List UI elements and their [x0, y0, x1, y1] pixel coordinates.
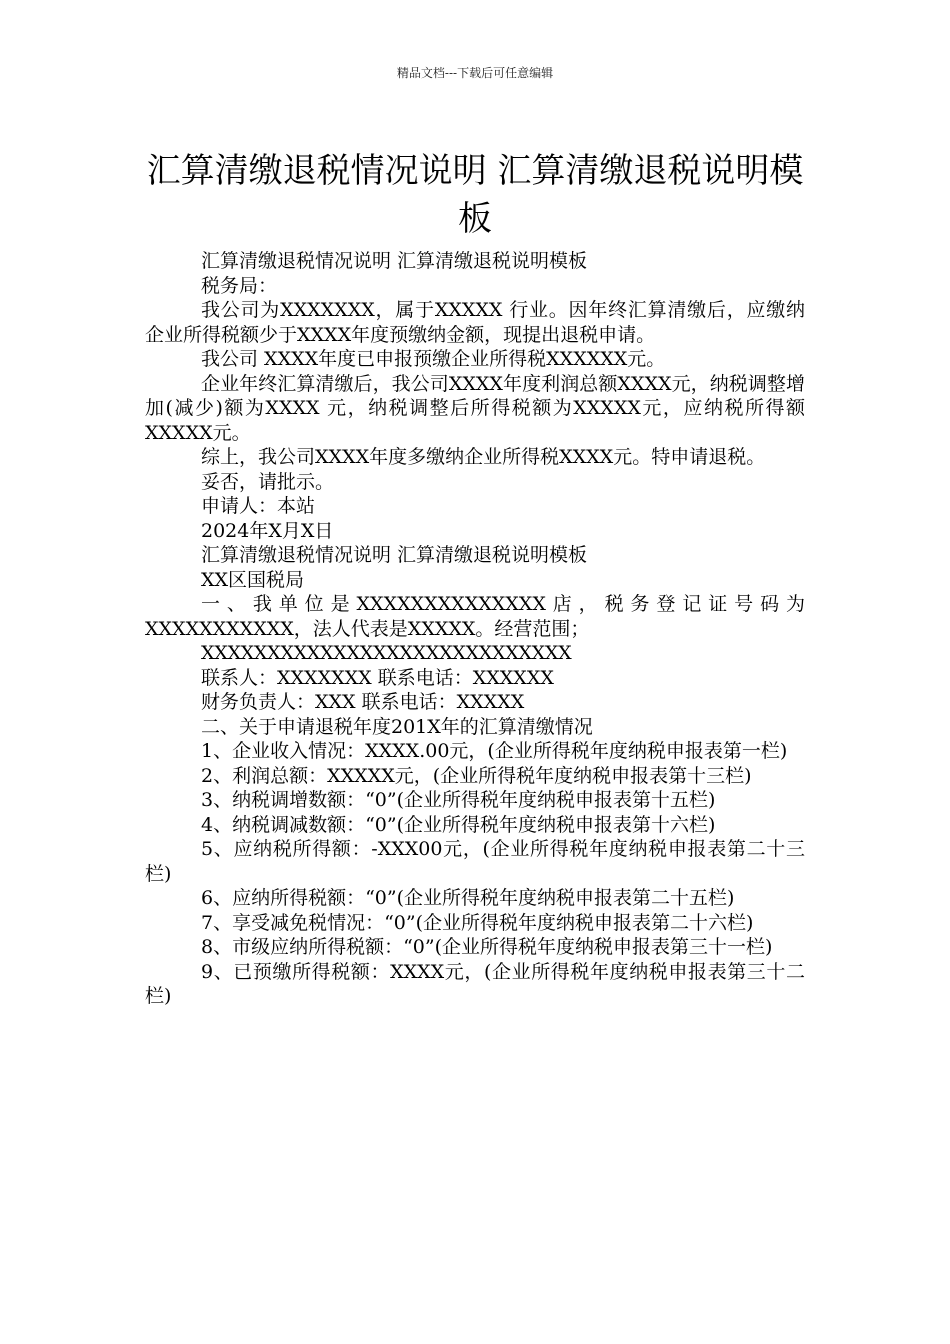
- paragraph: 妥否，请批示。: [201, 470, 335, 493]
- paragraph: 申请人：本站: [201, 495, 316, 517]
- paragraph: 8、市级应纳所得税额：“0”(企业所得税年度纳税申报表第三十一栏): [201, 936, 773, 958]
- paragraph: 我公司为XXXXXXX，属于XXXXX 行业。因年终汇算清缴后，应缴纳企业所得税额少于XXXX年度预缴纳金额，现提出退税申请。: [145, 299, 805, 346]
- document-title: 汇算清缴退税情况说明 汇算清缴退税说明模板: [146, 150, 804, 239]
- document-body: [145, 249, 805, 1009]
- paragraph: 2024年X月X日: [201, 519, 334, 542]
- paragraph: 汇算清缴退税情况说明 汇算清缴退税说明模板: [201, 544, 588, 566]
- paragraph: 联系人：XXXXXXX 联系电话：XXXXXX: [201, 666, 554, 689]
- paragraph: 财务负责人：XXX 联系电话：XXXXX: [201, 691, 525, 713]
- paragraph: 6、应纳所得税额：“0”(企业所得税年度纳税申报表第二十五栏): [201, 887, 735, 909]
- paragraph: 1、企业收入情况：XXXX.00元，(企业所得税年度纳税申报表第一栏): [201, 740, 788, 762]
- paragraph: XX区国税局: [201, 568, 305, 591]
- paragraph: 税务局：: [201, 274, 278, 297]
- paragraph: XXXXXXXXXXXXXXXXXXXXXXXXXXXX: [201, 642, 572, 664]
- paragraph: 我公司 XXXX年度已申报预缴企业所得税XXXXXX元。: [201, 348, 666, 370]
- paragraph: 企业年终汇算清缴后，我公司XXXX年度利润总额XXXX元，纳税调整增加(减少)额为XXXX 元，纳税调整后所得税额为XXXXX元，应纳税所得额XXXXX元。: [145, 372, 805, 444]
- paragraph: 综上，我公司XXXX年度多缴纳企业所得税XXXX元。特申请退税。: [201, 446, 766, 468]
- paragraph: 二、关于申请退税年度201X年的汇算清缴情况: [201, 715, 593, 738]
- paragraph: 3、纳税调增数额：“0”(企业所得税年度纳税申报表第十五栏): [201, 789, 716, 811]
- paragraph: 2、利润总额：XXXXX元，(企业所得税年度纳税申报表第十三栏): [201, 764, 752, 787]
- paragraph: 汇算清缴退税情况说明 汇算清缴退税说明模板: [201, 250, 588, 272]
- paragraph: 4、纳税调减数额：“0”(企业所得税年度纳税申报表第十六栏): [201, 813, 716, 836]
- paragraph: 5、应纳税所得额：-XXX00元，(企业所得税年度纳税申报表第二十三栏): [145, 838, 805, 885]
- page-header: 精品文档---下载后可任意编辑: [396, 66, 554, 80]
- paragraph: 一、我单位是XXXXXXXXXXXXXX店，税务登记证号码为XXXXXXXXXXX，法人代表是XXXXX。经营范围；: [145, 593, 805, 640]
- paragraph: 7、享受减免税情况：“0”(企业所得税年度纳税申报表第二十六栏): [201, 911, 754, 934]
- paragraph: 9、已预缴所得税额：XXXX元，(企业所得税年度纳税申报表第三十二栏): [145, 960, 805, 1007]
